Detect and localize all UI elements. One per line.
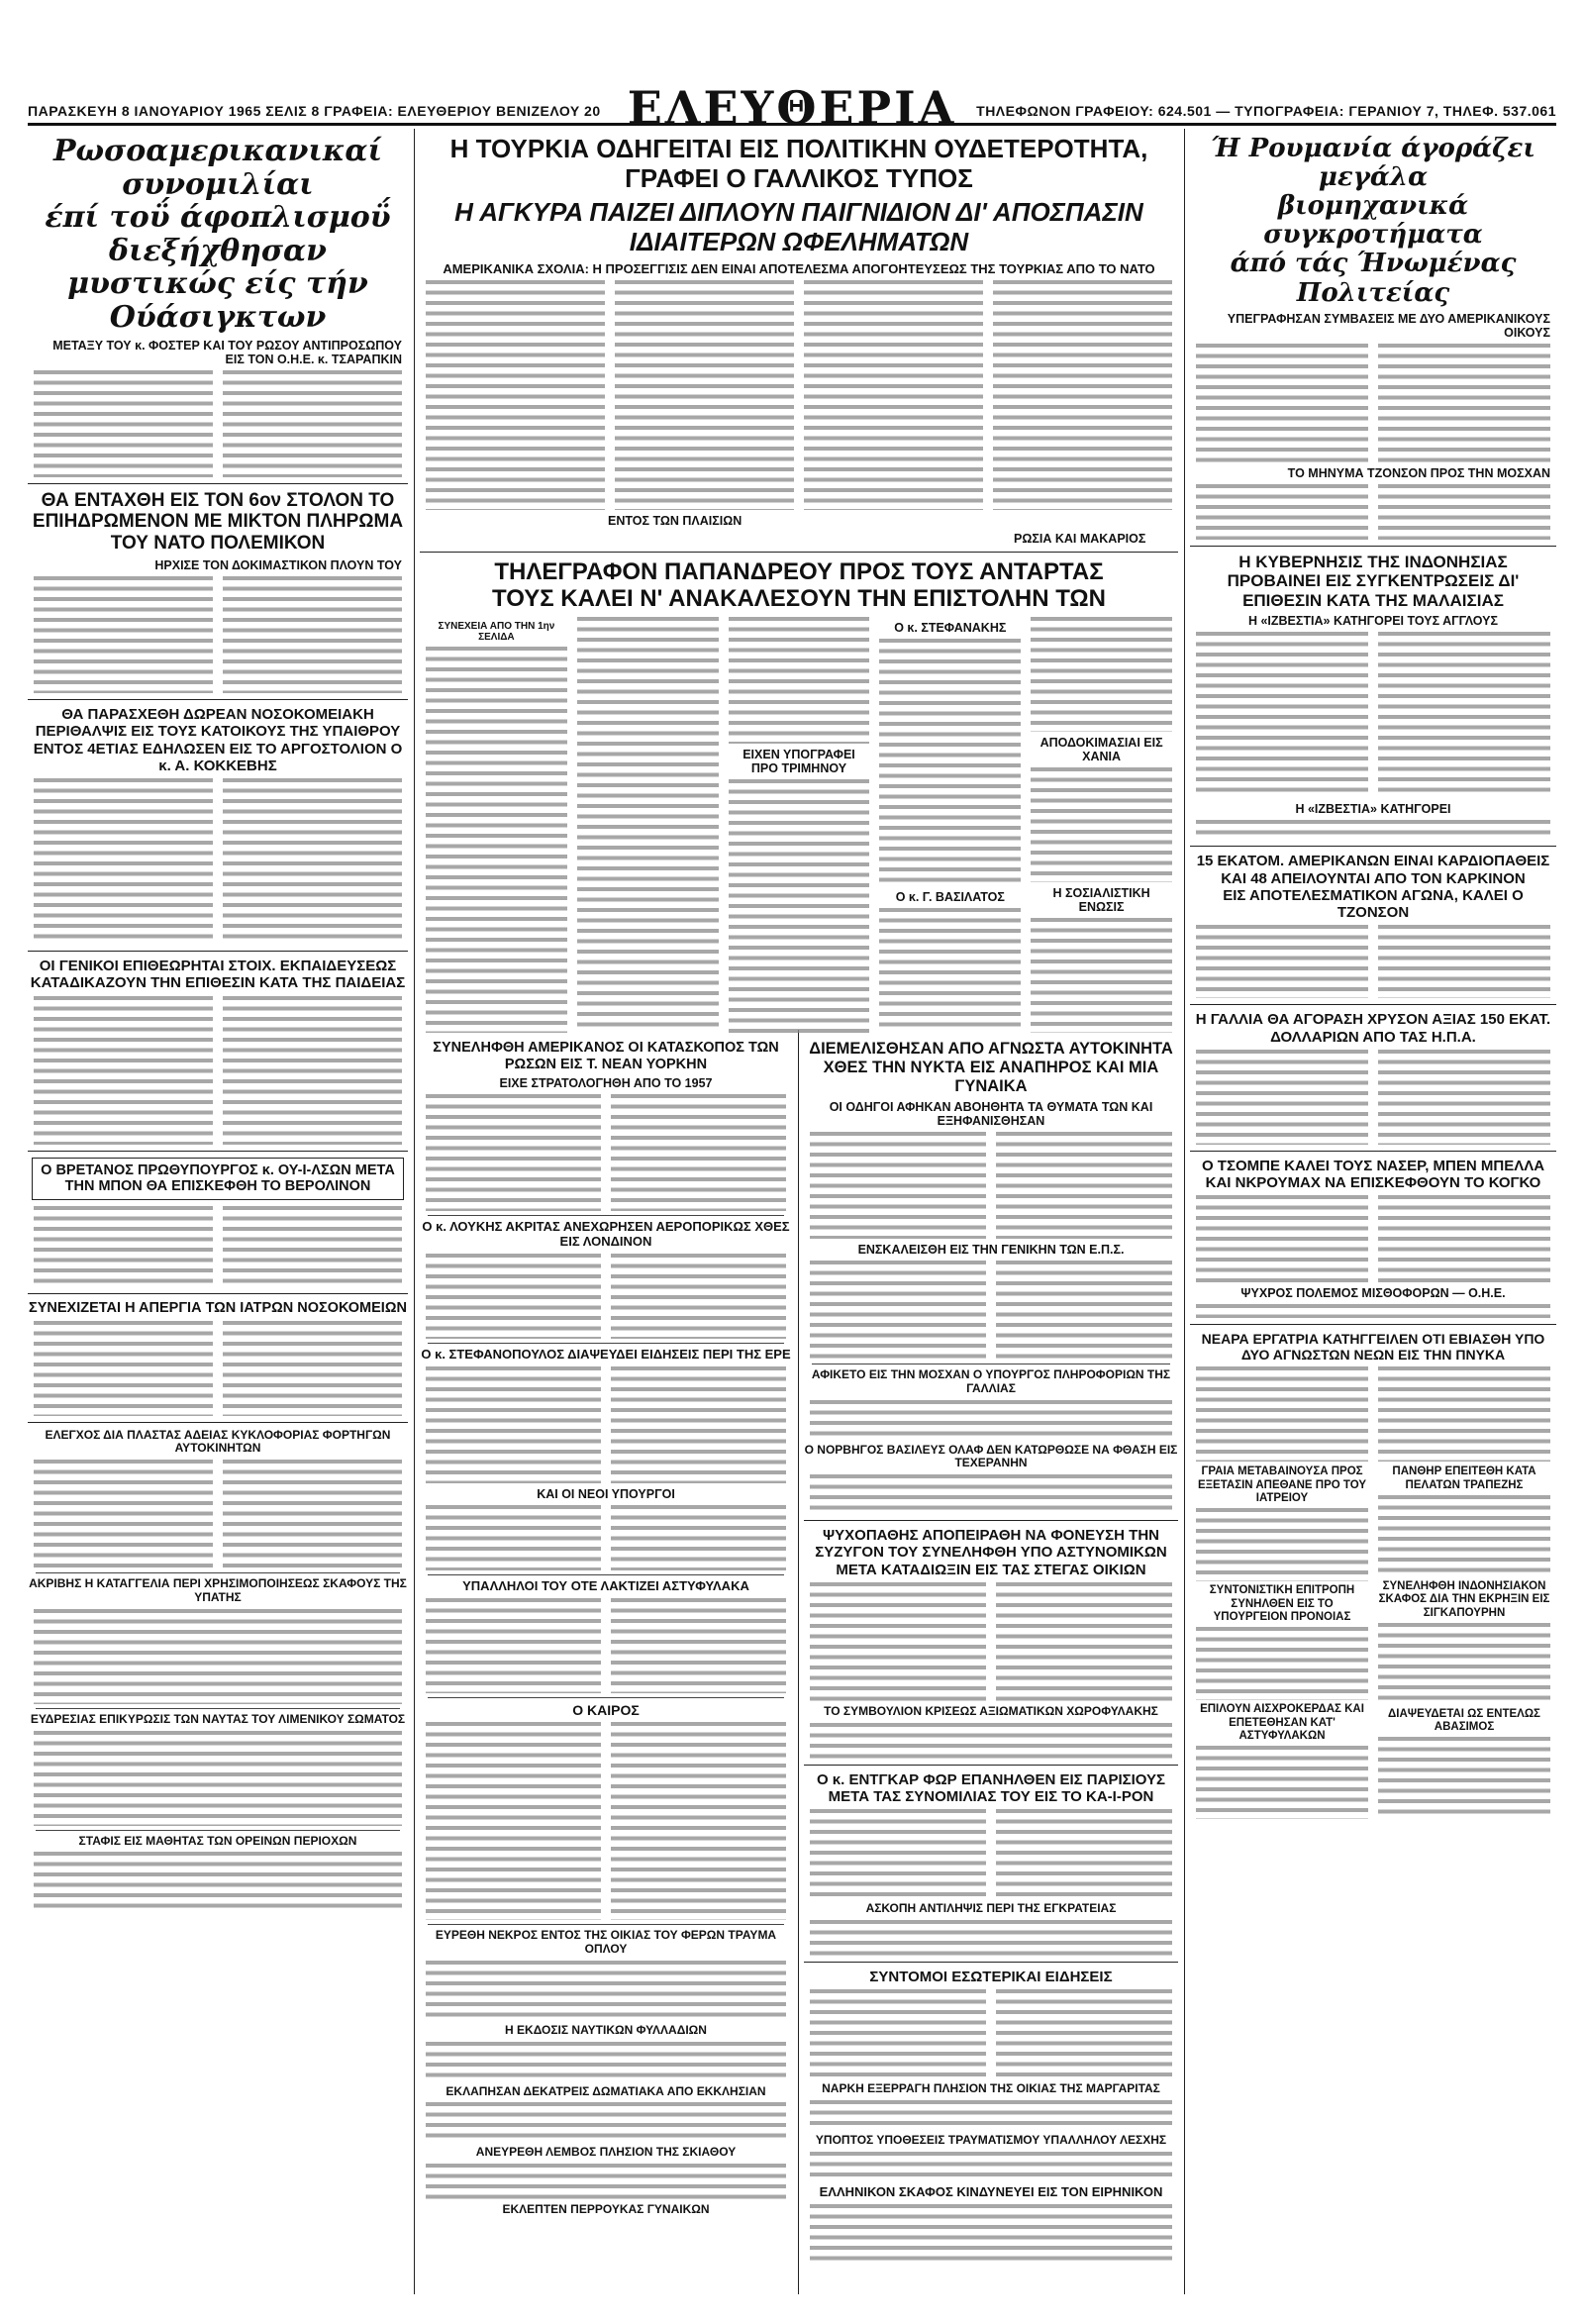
column-divider	[414, 129, 415, 2294]
romania-subheading: ΥΠΕΓΡΑΦΗΣΑΝ ΣΥΜΒΑΣΕΙΣ ΜΕ ΔΥΟ ΑΜΕΡΙΚΑΝΙΚΟΥΣ ΟΙΚΟΥΣ	[1227, 311, 1550, 340]
center-top	[420, 129, 1178, 1040]
headline-spy: ΣΥΝΕΛΗΦΘΗ ΑΜΕΡΙΚΑΝΟΣ ΟΙ ΚΑΤΑΣΚΟΠΟΣ ΤΩΝ ΡΩΣΩΝ ΕΙΣ Τ. ΝΕΑΝ ΥΟΡΚΗΝ	[433, 1040, 779, 1072]
boxed-article-british	[32, 1158, 404, 1200]
subheading-cold-war: ΨΥΧΡΟΣ ΠΟΛΕΜΟΣ ΜΙΣΘΟΦΟΡΩΝ — Ο.Η.Ε.	[1240, 1286, 1506, 1301]
subheading-izvestia: Η «ΙΖΒΕΣΤΙΑ» ΚΑΤΗΓΟΡΕΙ	[1295, 802, 1451, 817]
headline-tires: ΕΛΕΓΧΟΣ ΔΙΑ ΠΛΑΣΤΑΣ ΑΔΕΙΑΣ ΚΥΚΛΟΦΟΡΙΑΣ ΦΟΡΤΗΓΩΝ ΑΥΤΟΚΙΝΗΤΩΝ	[45, 1427, 391, 1456]
newspaper-title: ΕΛΕΥΘΕΡΙΑ	[627, 81, 957, 135]
article-body	[34, 370, 402, 477]
subheading-spy: ΕΙΧΕ ΣΤΡΑΤΟΛΟΓΗΘΗ ΑΠΟ ΤΟ 1957	[499, 1076, 713, 1091]
main-headline-2: Η ΑΓΚΥΡΑ ΠΑΙΖΕΙ ΔΙΠΛΟΥΝ ΠΑΙΓΝΙΔΙΟΝ ΔΙ' ΑΠΟΣΠΑΣΙΝ ΙΔΙΑΙΤΕΡΩΝ ΩΦΕΛΗΜΑΤΩΝ	[454, 196, 1143, 256]
headline-indonesia: Η ΚΥΒΕΡΝΗΣΙΣ ΤΗΣ ΙΝΔΟΝΗΣΙΑΣ ΠΡΟΒΑΙΝΕΙ ΕΙΣ ΣΥΓΚΕΝΤΡΩΣΕΙΣ ΔΙ' ΕΠΙΘΕΣΙΝ ΚΑΤΑ ΤΗΣ ΜΑΛΑΙΣΙΑΣ	[1227, 552, 1520, 610]
headline-psychopath: ΨΥΧΟΠΑΘΗΣ ΑΠΟΠΕΙΡΑΘΗ ΝΑ ΦΟΝΕΥΣΗ ΤΗΝ ΣΥΖΥΓΟΝ ΤΟΥ ΣΥΝΕΛΗΦΘΗ ΥΠΟ ΑΣΤΥΝΟΜΙΚΩΝ ΜΕΤΑ ΚΑΤΑΔΙΩΞΙΝ ΕΙΣ ΤΑΣ ΣΤΕΓΑΣ ΟΙΚΙΩΝ	[815, 1527, 1167, 1578]
article-body	[34, 1852, 402, 1911]
headline-club-officer: ΥΠΟΠΤΟΣ ΥΠΟΘΕΣΕΙΣ ΤΡΑΥΜΑΤΙΣΜΟΥ ΥΠΑΛΛΗΛΟΥ ΛΕΣΧΗΣ	[815, 2132, 1167, 2147]
subheading-indonesia: Η «ΙΖΒΕΣΤΙΑ» ΚΑΤΗΓΟΡΕΙ ΤΟΥΣ ΑΓΓΛΟΥΣ	[1247, 614, 1499, 629]
headline-chair: ΑΚΡΙΒΗΣ Η ΚΑΤΑΓΓΕΛΙΑ ΠΕΡΙ ΧΡΗΣΙΜΟΠΟΙΗΣΕΩΣ ΣΚΑΦΟΥΣ ΤΗΣ ΥΠΑΤΗΣ	[29, 1576, 407, 1604]
headline-heart-disease-2: ΕΙΣ ΑΠΟΤΕΛΕΣΜΑΤΙΚΟΝ ΑΓΩΝΑ, ΚΑΛΕΙ Ο ΤΖΟΝΣΟΝ	[1223, 886, 1524, 922]
subheading-reply: ΕΙΧΕΝ ΥΠΟΓΡΑΦΕΙ ΠΡΟ ΤΡΙΜΗΝΟΥ	[742, 747, 855, 775]
headline-stolen: ΕΚΛΑΠΗΣΑΝ ΔΕΚΑΤΡΕΙΣ ΔΩΜΑΤΙΑΚΑ ΑΠΟ ΕΚΚΛΗΣΙΑΝ	[446, 2083, 766, 2098]
headline-cars: ΔΙΕΜΕΛΙΣΘΗΣΑΝ ΑΠΟ ΑΓΝΩΣΤΑ ΑΥΤΟΚΙΝΗΤΑ ΧΘΕΣ ΤΗΝ ΝΥΚΤΑ ΕΙΣ ΑΝΑΠΗΡΟΣ ΚΑΙ ΜΙΑ ΓΥΝΑΙΚΑ	[809, 1040, 1173, 1095]
bottom-right-grid	[1196, 1465, 1550, 1822]
subheading-frame: ΕΝΤΟΣ ΤΩΝ ΠΛΑΙΣΙΩΝ	[608, 513, 742, 528]
lead-headline-line-2: έπί τοΰ άφοπλισμοΰ διεξήχθησαν	[45, 200, 391, 268]
headline-indonesian-ship: ΣΥΝΕΛΗΦΘΗ ΙΝΔΟΝΗΣΙΑΚΟΝ ΣΚΑΦΟΣ ΔΙΑ ΤΗΝ ΕΚΡΗΞΙΝ ΕΙΣ ΣΙΓΚΑΠΟΥΡΗΝ	[1378, 1580, 1550, 1619]
article-body	[34, 576, 402, 693]
subheading-socialist: Η ΣΟΣΙΑΛΙΣΤΙΚΗ ΕΝΩΣΙΣ	[1052, 885, 1150, 914]
headline-norway: Ο ΝΟΡΒΗΓΟΣ ΒΑΣΙΛΕΥΣ ΟΛΑΦ ΔΕΝ ΚΑΤΩΡΘΩΣΕ ΝΑ ΦΘΑΣΗ ΕΙΣ ΤΕΧΕΡΑΝΗΝ	[804, 1442, 1178, 1470]
article-body	[34, 1731, 402, 1826]
headline-ote: ΥΠΑΛΛΗΛΟΙ ΤΟΥ ΟΤΕ ΛΑΚΤΙΖΕΙ ΑΣΤΥΦΥΛΑΚΑ	[462, 1578, 749, 1594]
headline-wigs: ΕΚΛΕΠΤΕΝ ΠΕΡΡΟΥΚΑΣ ΓΥΝΑΙΚΩΝ	[502, 2202, 710, 2217]
article-body	[34, 1321, 402, 1416]
headline-students: ΣΤΑΦΙΣ ΕΙΣ ΜΑΘΗΤΑΣ ΤΩΝ ΟΡΕΙΝΩΝ ΠΕΡΙΟΧΩΝ	[78, 1833, 357, 1848]
headline-council: ΤΟ ΣΥΜΒΟΥΛΙΟΝ ΚΡΙΣΕΩΣ ΑΞΙΩΜΑΤΙΚΩΝ ΧΩΡΟΦΥΛΑΚΗΣ	[824, 1703, 1158, 1718]
headline-worker: ΝΕΑΡΑ ΕΡΓΑΤΡΙΑ ΚΑΤΗΓΓΕΙΛΕΝ ΟΤΙ ΕΒΙΑΣΘΗ ΥΠΟ ΔΥΟ ΑΓΝΩΣΤΩΝ ΝΕΩΝ ΕΙΣ ΤΗΝ ΠΝΥΚΑ	[1201, 1331, 1545, 1364]
headline-briefs: ΣΥΝΤΟΜΟΙ ΕΣΩΤΕΡΙΚΑΙ ΕΙΔΗΣΕΙΣ	[869, 1968, 1113, 1985]
article-body	[426, 280, 1172, 510]
lead-subheading: ΜΕΤΑΞΥ ΤΟΥ κ. ΦΟΣΤΕΡ ΚΑΙ ΤΟΥ ΡΩΣΟΥ ΑΝΤΙΠΡΟΣΩΠΟΥ ΕΙΣ ΤΟΝ Ο.Η.Ε. κ. ΤΣΑΡΑΠΚΙΝ	[52, 338, 402, 366]
headline-weapon: ΕΥΡΕΘΗ ΝΕΚΡΟΣ ΕΝΤΟΣ ΤΗΣ ΟΙΚΙΑΣ ΤΟΥ ΦΕΡΩΝ ΤΡΑΥΜΑ ΟΠΛΟΥ	[435, 1928, 777, 1956]
headline-boat: ΑΝΕΥΡΕΘΗ ΛΕΜΒΟΣ ΠΛΗΣΙΟΝ ΤΗΣ ΣΚΙΑΘΟΥ	[475, 2145, 737, 2160]
main-headline: Η ΤΟΥΡΚΙΑ ΟΔΗΓΕΙΤΑΙ ΕΙΣ ΠΟΛΙΤΙΚΗΝ ΟΥΔΕΤΕΡΟΤΗΤΑ, ΓΡΑΦΕΙ Ο ΓΑΛΛΙΚΟΣ ΤΥΠΟΣ	[449, 134, 1148, 193]
main-subheading: ΑΜΕΡΙΚΑΝΙΚΑ ΣΧΟΛΙΑ: Η ΠΡΟΣΕΓΓΙΣΙΣ ΔΕΝ ΕΙΝΑΙ ΑΠΟΤΕΛΕΣΜΑ ΑΠΟΓΟΗΤΕΥΣΕΩΣ ΤΗΣ ΤΟΥΡΚΙΑΣ ΑΠΟ ΤΟ ΝΑΤΟ	[443, 260, 1155, 276]
headline-faure: Ο κ. ΕΝΤΓΚΑΡ ΦΩΡ ΕΠΑΝΗΛΘΕΝ ΕΙΣ ΠΑΡΙΣΙΟΥΣ ΜΕΤΑ ΤΑΣ ΣΥΝΟΜΙΛΙΑΣ ΤΟΥ ΕΙΣ ΤΟ ΚΑ-Ι-ΡΟΝ	[816, 1770, 1166, 1805]
romania-headline-line-1: Ή Ρουμανία άγοράζει μεγάλα	[1211, 134, 1535, 193]
headline-akritas: Ο κ. ΛΟΥΚΗΣ ΑΚΡΙΤΑΣ ΑΝΕΧΩΡΗΣΕΝ ΑΕΡΟΠΟΡΙΚΩΣ ΧΘΕΣ ΕΙΣ ΛΟΝΔΙΝΟΝ	[422, 1219, 790, 1250]
headline-fleet: ΘΑ ΕΝΤΑΧΘΗ ΕΙΣ ΤΟΝ 6ον ΣΤΟΛΟΝ ΤΟ ΕΠΙΗΔΡΩΜΕΝΟΝ ΜΕ ΜΙΚΤΟΝ ΠΛΗΡΩΜΑ ΤΟΥ ΝΑΤΟ ΠΟΛΕΜΙΚΟΝ	[32, 489, 404, 555]
headline-committee: ΣΥΝΤΟΝΙΣΤΙΚΗ ΕΠΙΤΡΟΠΗ ΣΥΝΗΛΘΕΝ ΕΙΣ ΤΟ ΥΠΟΥΡΓΕΙΟΝ ΠΡΟΝΟΙΑΣ	[1209, 1584, 1355, 1623]
article-body	[34, 996, 402, 1145]
headline-old-woman: ΓΡΑΙΑ ΜΕΤΑΒΑΙΝΟΥΣΑ ΠΡΟΣ ΕΞΕΤΑΣΙΝ ΑΠΕΘΑΝΕ ΠΡΟ ΤΟΥ ΙΑΤΡΕΙΟΥ	[1197, 1465, 1366, 1504]
headline-minister-moscow: ΑΦΙΚΕΤΟ ΕΙΣ ΤΗΝ ΜΟΣΧΑΝ Ο ΥΠΟΥΡΓΟΣ ΠΛΗΡΟΦΟΡΙΩΝ ΤΗΣ ΓΑΛΛΙΑΣ	[811, 1366, 1171, 1395]
article-body	[34, 1609, 402, 1704]
left-column	[28, 129, 408, 2294]
headline-tshombe: Ο ΤΣΟΜΠΕ ΚΑΛΕΙ ΤΟΥΣ ΝΑΣΕΡ, ΜΠΕΝ ΜΠΕΛΛΑ ΚΑΙ ΝΚΡΟΥΜΑΧ ΝΑ ΕΠΙΣΚΕΦΘΟΥΝ ΤΟ ΚΟΓΚΟ	[1201, 1157, 1545, 1192]
subheading-new-ministers: ΚΑΙ ΟΙ ΝΕΟΙ ΥΠΟΥΡΓΟΙ	[537, 1487, 675, 1502]
masthead-rule	[28, 123, 1556, 126]
subheading-victims: ΕΝΣΚΑΛΕΙΣΘΗ ΕΙΣ ΤΗΝ ΓΕΝΙΚΗΝ ΤΩΝ Ε.Π.Σ.	[857, 1242, 1125, 1257]
headline-greek-ship: ΕΛΛΗΝΙΚΟΝ ΣΚΑΦΟΣ ΚΙΝΔΥΝΕΥΕΙ ΕΙΣ ΤΟΝ ΕΙΡΗΝΙΚΟΝ	[819, 2183, 1163, 2199]
date-line: ΠΑΡΑΣΚΕΥΗ 8 ΙΑΝΟΥΑΡΙΟΥ 1965 ΣΕΛΙΣ 8 ΓΡΑΦΕΙΑ: ΕΛΕΥΘΕΡΙΟΥ ΒΕΝΙΖΕΛΟΥ 20	[28, 103, 601, 119]
headline-inspectors: ΟΙ ΓΕΝΙΚΟΙ ΕΠΙΘΕΩΡΗΤΑΙ ΣΤΟΙΧ. ΕΚΠΑΙΔΕΥΣΕΩΣ ΚΑΤΑΔΙΚΑΖΟΥΝ ΤΗΝ ΕΠΙΘΕΣΙΝ ΚΑΤΑ ΤΗΣ ΠΑΙΔΕΙΑΣ	[30, 958, 406, 992]
subheading-russia: ΡΩΣΙΑ ΚΑΙ ΜΑΚΑΡΙΟΣ	[1014, 531, 1146, 546]
headline-weather: Ο ΚΑΙΡΟΣ	[572, 1702, 640, 1719]
article-body	[426, 617, 1172, 1033]
center-left-column	[420, 1040, 792, 2294]
article-body	[34, 778, 402, 945]
phone-line: ΤΗΛΕΦΩΝΟΝ ΓΡΑΦΕΙΟΥ: 624.501 — ΤΥΠΟΓΡΑΦΕΙΑ: ΓΕΡΑΝΙΟΥ 7, ΤΗΛΕΦ. 537.061	[976, 103, 1556, 119]
headline-strike: ΣΥΝΕΧΙΖΕΤΑΙ Η ΑΠΕΡΓΙΑ ΤΩΝ ΙΑΤΡΩΝ ΝΟΣΟΚΟΜΕΙΩΝ	[29, 1299, 407, 1316]
romania-headline-line-3: άπό τάς Ήνωμένας Πολιτείας	[1230, 249, 1517, 308]
romania-headline-line-2: βιομηχανικά συγκροτήματα	[1263, 191, 1483, 251]
headline-heart-disease: 15 ΕΚΑΤΟΜ. ΑΜΕΡΙΚΑΝΩΝ ΕΙΝΑΙ ΚΑΡΔΙΟΠΑΘΕΙΣ ΚΑΙ 48 ΑΠΕΙΛΟΥΝΤΑΙ ΑΠΟ ΤΟΝ ΚΑΡΚΙΝΟΝ	[1196, 853, 1550, 887]
headline-navy: ΕΥΔΡΕΣΙΑΣ ΕΠΙΚΥΡΩΣΙΣ ΤΩΝ ΝΑΥΤΑΣ ΤΟΥ ΛΙΜΕΝΙΚΟΥ ΣΩΜΑΤΟΣ	[30, 1711, 406, 1726]
headline-british: Ο ΒΡΕΤΑΝΟΣ ΠΡΩΘΥΠΟΥΡΓΟΣ κ. ΟΥ-Ι-ΛΣΩΝ ΜΕΤΑ ΤΗΝ ΜΠΟΝ ΘΑ ΕΠΙΣΚΕΦΘΗ ΤΟ ΒΕΡΟΛΙΝΟΝ	[41, 1162, 395, 1195]
headline-papandreou: ΤΗΛΕΓΡΑΦΟΝ ΠΑΠΑΝΔΡΕΟΥ ΠΡΟΣ ΤΟΥΣ ΑΝΤΑΡΤΑΣ	[494, 557, 1104, 585]
subheading-johnson-message: ΤΟ ΜΗΝΥΜΑ ΤΖΟΝΣΟΝ ΠΡΟΣ ΤΗΝ ΜΟΣΧΑΝ	[1287, 465, 1550, 480]
headline-gold: Η ΓΑΛΛΙΑ ΘΑ ΑΓΟΡΑΣΗ ΧΡΥΣΟΝ ΑΞΙΑΣ 150 ΕΚΑΤ. ΔΟΛΛΑΡΙΩΝ ΑΠΟ ΤΑΣ Η.Π.Α.	[1195, 1011, 1551, 1046]
article-body	[34, 1460, 402, 1568]
masthead	[28, 81, 1556, 135]
headline-naval: Η ΕΚΔΟΣΙΣ ΝΑΥΤΙΚΩΝ ΦΥΛΛΑΔΙΩΝ	[505, 2022, 707, 2037]
subheading-vasilatos: Ο κ. Γ. ΒΑΣΙΛΑΤΟΣ	[895, 890, 1005, 905]
subheading-stefanakis: Ο κ. ΣΤΕΦΑΝΑΚΗΣ	[894, 620, 1007, 635]
subheading-fleet: ΗΡΧΙΣΕ ΤΟΝ ΔΟΚΙΜΑΣΤΙΚΟΝ ΠΛΟΥΝ ΤΟΥ	[154, 558, 402, 573]
headline-plan: ΑΣΚΟΠΗ ΑΝΤΙΛΗΨΙΣ ΠΕΡΙ ΤΗΣ ΕΓΚΡΑΤΕΙΑΣ	[865, 1901, 1117, 1916]
column-divider	[1184, 129, 1185, 2294]
article-body	[34, 1206, 402, 1287]
headline-denial: ΔΙΑΨΕΥΔΕΤΑΙ ΩΣ ΕΝΤΕΛΩΣ ΑΒΑΣΙΜΟΣ	[1388, 1707, 1540, 1734]
headline-profiteers: ΕΠΙΛΟΥΝ ΑΙΣΧΡΟΚΕΡΔΑΣ ΚΑΙ ΕΠΕΤΕΘΗΣΑΝ ΚΑΤ' ΑΣΤΥΦΥΛΑΚΩΝ	[1200, 1703, 1364, 1742]
continuation-note: ΣΥΝΕΧΕΙΑ ΑΠΟ ΤΗΝ 1ην ΣΕΛΙΔΑ	[438, 620, 555, 643]
headline-stefanopoulos: Ο κ. ΣΤΕΦΑΝΟΠΟΥΛΟΣ ΔΙΑΨΕΥΔΕΙ ΕΙΔΗΣΕΙΣ ΠΕΡΙ ΤΗΣ ΕΡΕ	[421, 1347, 791, 1363]
subheading-rally: ΑΠΟΔΟΚΙΜΑΣΙΑΙ ΕΙΣ ΧΑΝΙΑ	[1040, 735, 1163, 763]
subheading-cars: ΟΙ ΟΔΗΓΟΙ ΑΦΗΚΑΝ ΑΒΟΗΘΗΤΑ ΤΑ ΘΥΜΑΤΑ ΤΩΝ ΚΑΙ ΕΞΗΦΑΝΙΣΘΗΣΑΝ	[829, 1099, 1153, 1128]
headline-panther: ΠΑΝΘΗΡ ΕΠΕΙΤΕΘΗ ΚΑΤΑ ΠΕΛΑΤΩΝ ΤΡΑΠΕΖΗΣ	[1392, 1465, 1536, 1491]
column-divider	[798, 1030, 799, 2294]
headline-hospital: ΘΑ ΠΑΡΑΣΧΕΘΗ ΔΩΡΕΑΝ ΝΟΣΟΚΟΜΕΙΑΚΗ ΠΕΡΙΘΑΛΨΙΣ ΕΙΣ ΤΟΥΣ ΚΑΤΟΙΚΟΥΣ ΤΗΣ ΥΠΑΙΘΡΟΥ ΕΝΤΟΣ 4ΕΤΙΑΣ ΕΔΗΛΩΣΕΝ ΕΙΣ ΤΟ ΑΡΓΟΣΤΟΛΙΟΝ Ο κ. Α. ΚΟΚΚΕΒΗΣ	[33, 706, 403, 774]
lead-headline-line-1: Ρωσοαμερικανικαί συνομιλίαι	[53, 134, 382, 202]
center-right-column	[804, 1040, 1178, 2294]
lead-headline-line-3: μυστικώς είς τήν Ούάσιγκτων	[67, 266, 368, 335]
right-column	[1190, 129, 1556, 2294]
headline-papandreou-2: ΤΟΥΣ ΚΑΛΕΙ Ν' ΑΝΑΚΑΛΕΣΟΥΝ ΤΗΝ ΕΠΙΣΤΟΛΗΝ ΤΩΝ	[491, 585, 1106, 613]
headline-mine: ΝΑΡΚΗ ΕΞΕΡΡΑΓΗ ΠΛΗΣΙΟΝ ΤΗΣ ΟΙΚΙΑΣ ΤΗΣ ΜΑΡΓΑΡΙΤΑΣ	[822, 2081, 1160, 2096]
